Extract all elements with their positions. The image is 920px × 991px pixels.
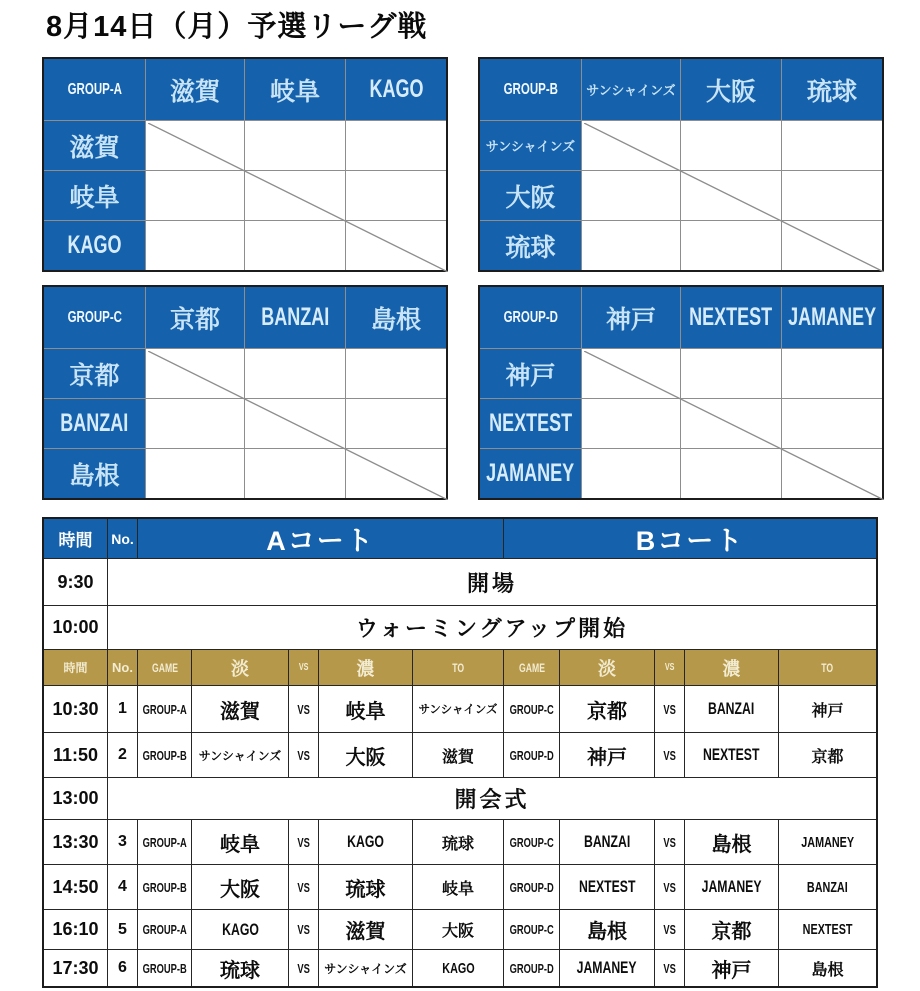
subheader-no: No. — [112, 660, 133, 675]
team-name-label: 大阪 — [220, 878, 260, 901]
group-name-cell — [480, 59, 581, 120]
team-name-label: 大阪 — [705, 77, 756, 106]
game-no-cell — [108, 910, 137, 949]
game-dark-team-cell — [319, 733, 412, 777]
to-team-label: サンシャインズ — [418, 704, 498, 716]
team-name-label: 大阪 — [505, 183, 556, 212]
game-no: 2 — [118, 746, 127, 763]
game-vs-cell — [655, 865, 684, 909]
team-name-label: 神戸 — [587, 746, 627, 769]
team-name-label: JAMANEY — [701, 877, 762, 896]
vs-label: VS — [663, 747, 676, 763]
match-result-cell — [146, 349, 244, 398]
team-name-label: 滋賀 — [169, 77, 220, 106]
to-team-label: 神戸 — [811, 702, 844, 720]
subheader-dark-cell — [685, 650, 778, 685]
vs-label: VS — [663, 879, 676, 895]
subheader-dark: 濃 — [356, 658, 375, 679]
match-result-cell — [146, 221, 244, 270]
game-group-label: GROUP-B — [142, 879, 187, 895]
subheader-game-cell — [504, 650, 559, 685]
subheader-light-cell — [192, 650, 288, 685]
game-to-cell — [779, 733, 876, 777]
game-dark-team-cell — [319, 865, 412, 909]
team-name-label: BANZAI — [708, 699, 755, 718]
game-time-cell — [44, 865, 107, 909]
match-result-cell — [146, 171, 244, 220]
game-no-cell — [108, 686, 137, 732]
game-group-cell — [138, 820, 191, 864]
vs-label: VS — [663, 834, 676, 850]
game-to-cell — [779, 950, 876, 986]
subheader-to-cell — [779, 650, 876, 685]
to-team-label: 滋賀 — [441, 748, 474, 766]
game-vs-cell — [289, 686, 318, 732]
game-light-team-cell — [560, 820, 654, 864]
game-group-cell — [138, 910, 191, 949]
group-row-header — [480, 221, 581, 270]
game-no: 6 — [118, 959, 127, 976]
game-to-cell — [779, 910, 876, 949]
subheader-to: TO — [452, 660, 464, 675]
game-vs-cell — [655, 950, 684, 986]
game-group-cell — [138, 950, 191, 986]
match-result-cell — [681, 349, 781, 398]
game-no-cell — [108, 950, 137, 986]
game-no-cell — [108, 865, 137, 909]
group-column-header — [346, 59, 446, 120]
game-group-cell — [504, 733, 559, 777]
to-team-label: NEXTEST — [802, 921, 853, 938]
group-table-c — [42, 285, 448, 500]
group-column-header — [245, 59, 345, 120]
game-group-label: GROUP-C — [509, 922, 554, 937]
match-result-cell — [245, 171, 345, 220]
group-column-header — [146, 59, 244, 120]
team-name-label: 京都 — [587, 700, 627, 723]
team-name-label: JAMANEY — [577, 958, 637, 977]
team-name-label: 滋賀 — [345, 921, 386, 943]
group-row-header — [44, 171, 145, 220]
team-name-label: 島根 — [587, 921, 627, 943]
group-column-header — [681, 287, 781, 348]
game-to-cell — [779, 865, 876, 909]
match-result-cell — [346, 171, 446, 220]
team-name-label: NEXTEST — [703, 745, 760, 764]
game-to-cell — [413, 733, 503, 777]
subheader-vs: VS — [298, 662, 309, 673]
group-row-header — [44, 221, 145, 270]
group-name-cell — [480, 287, 581, 348]
game-light-team-cell — [192, 910, 288, 949]
event-label-cell — [108, 606, 876, 649]
vs-label: VS — [297, 922, 310, 937]
match-result-cell — [245, 399, 345, 448]
match-result-cell — [245, 121, 345, 170]
team-name-label: 滋賀 — [69, 133, 120, 162]
to-team-label: 島根 — [811, 961, 844, 979]
subheader-game: GAME — [151, 660, 178, 675]
match-result-cell — [582, 171, 680, 220]
game-to-cell — [413, 950, 503, 986]
game-light-team-cell — [560, 733, 654, 777]
game-group-cell — [504, 910, 559, 949]
match-result-cell — [782, 449, 882, 498]
subheader-time: 時間 — [63, 661, 88, 675]
group-table-d — [478, 285, 884, 500]
game-dark-team-cell — [685, 950, 778, 986]
group-row-header — [480, 121, 581, 170]
vs-label: VS — [297, 701, 310, 717]
match-result-cell — [681, 121, 781, 170]
team-name-label: NEXTEST — [689, 303, 773, 331]
team-name-label: 岐阜 — [269, 77, 320, 106]
game-group-cell — [504, 820, 559, 864]
match-result-cell — [681, 399, 781, 448]
match-result-cell — [782, 121, 882, 170]
game-time-cell — [44, 686, 107, 732]
subheader-dark-cell — [319, 650, 412, 685]
team-name-label: KAGO — [67, 231, 122, 259]
game-light-team-cell — [192, 686, 288, 732]
team-name-label: 島根 — [69, 461, 120, 490]
team-name-label: サンシャインズ — [198, 748, 282, 763]
team-name-label: 琉球 — [505, 233, 556, 262]
group-column-header — [245, 287, 345, 348]
vs-label: VS — [297, 834, 310, 850]
game-group-label: GROUP-A — [142, 701, 187, 717]
team-name-label: 岐阜 — [220, 833, 260, 856]
game-no-cell — [108, 733, 137, 777]
subheader-light-cell — [560, 650, 654, 685]
schedule-header-time: 時間 — [44, 519, 107, 558]
match-result-cell — [346, 349, 446, 398]
group-row-header — [480, 349, 581, 398]
match-result-cell — [681, 171, 781, 220]
group-table-b — [478, 57, 884, 272]
game-group-cell — [504, 950, 559, 986]
to-team-label: 琉球 — [441, 835, 474, 853]
team-name-label: BANZAI — [60, 409, 129, 437]
game-time: 17:30 — [52, 957, 99, 978]
match-result-cell — [582, 449, 680, 498]
group-tables — [42, 57, 884, 500]
group-column-header — [146, 287, 244, 348]
group-column-header — [582, 287, 680, 348]
match-result-cell — [582, 349, 680, 398]
match-result-cell — [245, 449, 345, 498]
match-result-cell — [346, 221, 446, 270]
game-light-team-cell — [560, 950, 654, 986]
game-no: 1 — [118, 700, 127, 717]
game-time-cell — [44, 820, 107, 864]
game-time: 10:30 — [52, 698, 99, 719]
event-time-cell — [44, 559, 107, 605]
to-team-label: 京都 — [811, 748, 844, 766]
game-no: 4 — [118, 878, 127, 895]
match-result-cell — [346, 399, 446, 448]
subheader-game: GAME — [518, 660, 545, 675]
vs-label: VS — [297, 960, 310, 976]
team-name-label: サンシャインズ — [586, 83, 676, 98]
group-table-a — [42, 57, 448, 272]
team-name-label: NEXTEST — [578, 877, 636, 896]
event-label: 開会式 — [454, 787, 530, 812]
game-light-team-cell — [560, 686, 654, 732]
team-name-label: 島根 — [370, 305, 421, 334]
game-group-label: GROUP-B — [142, 747, 187, 763]
team-name-label: KAGO — [347, 832, 384, 851]
game-time: 14:50 — [52, 876, 99, 897]
team-name-label: KAGO — [221, 919, 259, 939]
game-vs-cell — [655, 686, 684, 732]
event-label-cell — [108, 778, 876, 819]
group-name-cell — [44, 287, 145, 348]
team-name-label: JAMANEY — [486, 459, 575, 487]
game-vs-cell — [289, 910, 318, 949]
game-group-label: GROUP-C — [509, 834, 554, 850]
schedule-header-court-a: Aコート — [138, 519, 503, 558]
match-result-cell — [346, 449, 446, 498]
game-dark-team-cell — [685, 820, 778, 864]
game-group-cell — [138, 865, 191, 909]
group-name-label: GROUP-B — [503, 80, 558, 98]
group-column-header — [681, 59, 781, 120]
to-team-label: BANZAI — [807, 878, 848, 896]
match-result-cell — [782, 399, 882, 448]
vs-label: VS — [663, 922, 676, 937]
game-group-label: GROUP-D — [509, 960, 554, 976]
match-result-cell — [582, 121, 680, 170]
team-name-label: 琉球 — [220, 959, 260, 982]
game-to-cell — [413, 820, 503, 864]
match-result-cell — [146, 399, 244, 448]
vs-label: VS — [663, 960, 676, 976]
vs-label: VS — [663, 701, 676, 717]
team-name-label: サンシャインズ — [324, 961, 407, 976]
game-no-cell — [108, 820, 137, 864]
subheader-light: 淡 — [231, 658, 249, 679]
group-row-header — [44, 121, 145, 170]
team-name-label: NEXTEST — [489, 409, 573, 437]
game-time: 11:50 — [52, 744, 99, 765]
subheader-light: 淡 — [598, 658, 616, 679]
game-to-cell — [413, 865, 503, 909]
vs-label: VS — [297, 747, 310, 763]
group-name-label: GROUP-A — [67, 80, 122, 98]
game-light-team-cell — [560, 865, 654, 909]
match-result-cell — [782, 349, 882, 398]
team-name-label: 京都 — [711, 921, 752, 943]
game-dark-team-cell — [685, 733, 778, 777]
match-result-cell — [146, 121, 244, 170]
game-light-team-cell — [192, 733, 288, 777]
game-light-team-cell — [192, 820, 288, 864]
game-vs-cell — [289, 950, 318, 986]
game-to-cell — [779, 686, 876, 732]
match-result-cell — [582, 221, 680, 270]
game-group-label: GROUP-A — [142, 834, 187, 850]
team-name-label: サンシャインズ — [485, 139, 576, 154]
subheader-dark: 濃 — [722, 658, 741, 679]
group-row-header — [480, 449, 581, 498]
game-time-cell — [44, 950, 107, 986]
team-name-label: 琉球 — [345, 878, 386, 901]
game-vs-cell — [655, 733, 684, 777]
match-result-cell — [681, 449, 781, 498]
event-time: 10:00 — [52, 617, 99, 637]
team-name-label: 京都 — [69, 361, 120, 390]
group-name-cell — [44, 59, 145, 120]
team-name-label: 神戸 — [505, 361, 556, 390]
game-group-label: GROUP-C — [509, 701, 554, 717]
team-name-label: 京都 — [169, 305, 220, 334]
schedule-table — [42, 517, 878, 988]
group-row-header — [44, 349, 145, 398]
group-name-label: GROUP-D — [503, 308, 558, 326]
subheader-to: TO — [821, 660, 834, 675]
schedule-header-no: No. — [108, 519, 137, 558]
game-vs-cell — [289, 820, 318, 864]
team-name-label: 大阪 — [345, 746, 386, 769]
event-time: 9:30 — [57, 571, 94, 592]
group-row-header — [480, 171, 581, 220]
schedule-header-court-b: Bコート — [504, 519, 876, 558]
subheader-to-cell — [413, 650, 503, 685]
event-time: 13:00 — [52, 788, 99, 808]
event-label-cell — [108, 559, 876, 605]
match-result-cell — [582, 399, 680, 448]
game-no: 5 — [118, 920, 127, 938]
to-team-label: JAMANEY — [801, 833, 854, 851]
vs-label: VS — [297, 879, 310, 895]
game-dark-team-cell — [685, 865, 778, 909]
game-dark-team-cell — [319, 820, 412, 864]
subheader-time-cell — [44, 650, 107, 685]
game-no: 3 — [118, 833, 127, 850]
page-title: 8月14日（月）予選リーグ戦 — [46, 11, 428, 43]
game-dark-team-cell — [685, 910, 778, 949]
game-time-cell — [44, 910, 107, 949]
event-label: 開場 — [466, 570, 517, 596]
match-result-cell — [346, 121, 446, 170]
to-team-label: 岐阜 — [441, 880, 474, 898]
game-group-cell — [138, 686, 191, 732]
game-group-label: GROUP-D — [509, 747, 554, 763]
game-light-team-cell — [192, 865, 288, 909]
group-row-header — [44, 449, 145, 498]
game-dark-team-cell — [319, 910, 412, 949]
game-light-team-cell — [560, 910, 654, 949]
game-vs-cell — [289, 865, 318, 909]
to-team-label: KAGO — [441, 959, 475, 977]
group-row-header — [480, 399, 581, 448]
team-name-label: 神戸 — [605, 305, 656, 334]
match-result-cell — [146, 449, 244, 498]
match-result-cell — [782, 221, 882, 270]
game-group-cell — [504, 686, 559, 732]
group-column-header — [582, 59, 680, 120]
group-column-header — [782, 59, 882, 120]
game-to-cell — [413, 686, 503, 732]
to-team-label: 大阪 — [441, 923, 474, 940]
team-name-label: 岐阜 — [69, 183, 120, 212]
game-vs-cell — [655, 820, 684, 864]
group-name-label: GROUP-C — [67, 308, 122, 326]
game-dark-team-cell — [319, 686, 412, 732]
game-dark-team-cell — [685, 686, 778, 732]
match-result-cell — [245, 221, 345, 270]
game-time: 16:10 — [52, 919, 99, 939]
game-light-team-cell — [192, 950, 288, 986]
game-vs-cell — [289, 733, 318, 777]
team-name-label: BANZAI — [583, 832, 631, 851]
team-name-label: 滋賀 — [220, 700, 260, 723]
match-result-cell — [782, 171, 882, 220]
event-label: ウォーミングアップ開始 — [355, 616, 629, 641]
event-time-cell — [44, 606, 107, 649]
team-name-label: 岐阜 — [345, 700, 386, 723]
group-row-header — [44, 399, 145, 448]
subheader-vs-cell — [289, 650, 318, 685]
game-dark-team-cell — [319, 950, 412, 986]
team-name-label: 島根 — [711, 833, 752, 856]
match-result-cell — [245, 349, 345, 398]
subheader-vs: VS — [664, 662, 675, 673]
group-column-header — [782, 287, 882, 348]
match-result-cell — [681, 221, 781, 270]
team-name-label: 神戸 — [711, 959, 752, 982]
game-group-label: GROUP-D — [509, 879, 554, 895]
team-name-label: BANZAI — [261, 303, 329, 331]
subheader-game-cell — [138, 650, 191, 685]
event-time-cell — [44, 778, 107, 819]
game-group-label: GROUP-B — [142, 960, 187, 976]
subheader-vs-cell — [655, 650, 684, 685]
game-vs-cell — [655, 910, 684, 949]
subheader-no-cell — [108, 650, 137, 685]
team-name-label: KAGO — [369, 75, 423, 103]
game-group-label: GROUP-A — [142, 922, 187, 937]
game-to-cell — [413, 910, 503, 949]
team-name-label: JAMANEY — [787, 303, 877, 331]
team-name-label: 琉球 — [806, 77, 857, 106]
game-group-cell — [504, 865, 559, 909]
game-time-cell — [44, 733, 107, 777]
game-to-cell — [779, 820, 876, 864]
game-time: 13:30 — [52, 831, 99, 852]
group-column-header — [346, 287, 446, 348]
game-group-cell — [138, 733, 191, 777]
